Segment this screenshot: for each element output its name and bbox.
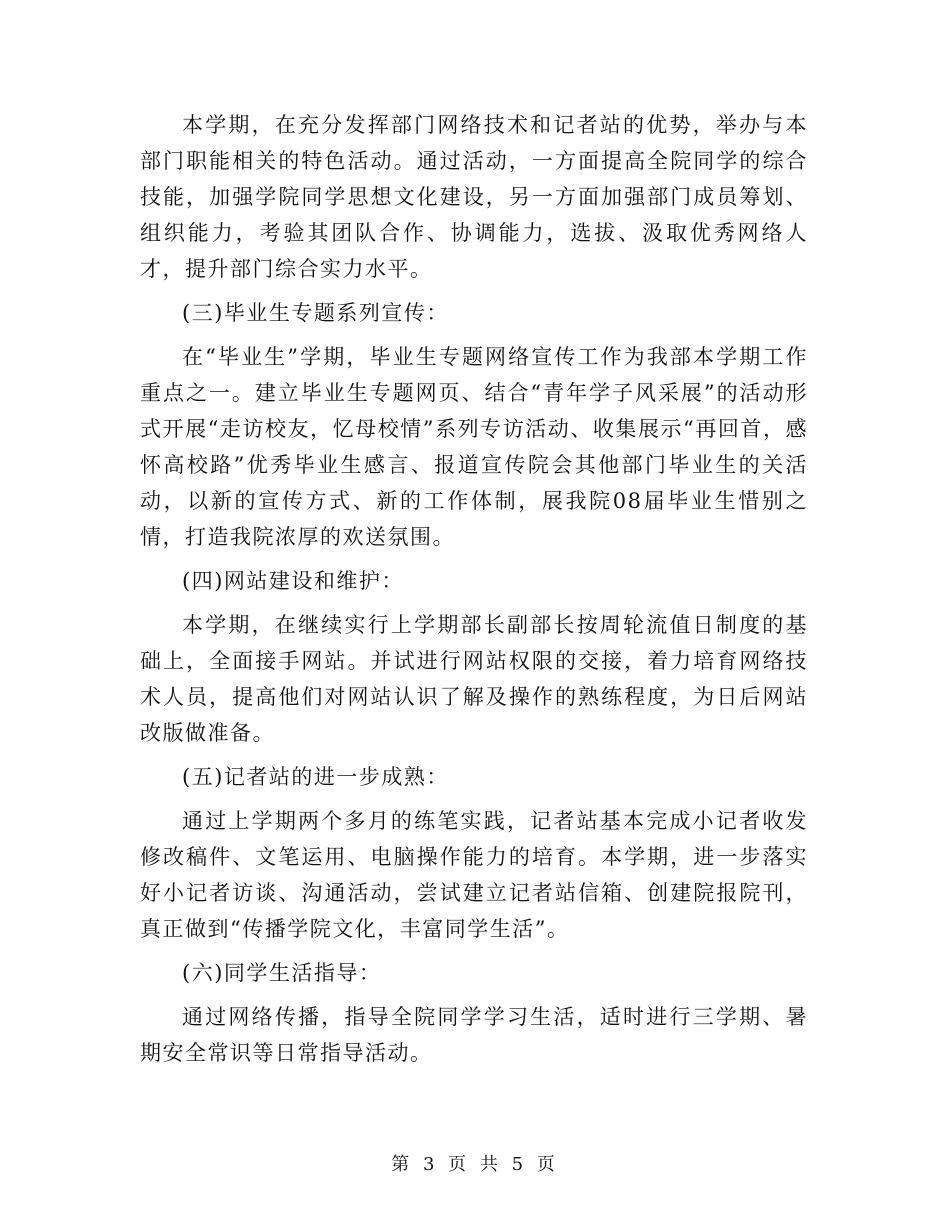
page-number-footer: 第 3 页 共 5 页 [391,1154,559,1175]
paragraph-reporter-station: 通过上学期两个多月的练笔实践，记者站基本完成小记者收发修改稿件、文笔运用、电脑操作能力的培育。本学期，进一步落实好小记者访谈、沟通活动，尝试建立记者站信箱、创建院报院刊，真正做到“传播学院文化，丰富同学生活”。 [140,809,808,941]
document-body [140,107,808,1079]
section-heading-student-life: (六)同学生活指导： [182,961,382,985]
paragraph-website: 本学期，在继续实行上学期部长副部长按周轮流值日制度的基础上，全面接手网站。并试进行网站权限的交接，着力培育网络技术人员，提高他们对网站认识了解及操作的熟练程度，为日后网站改版做准备。 [140,613,808,745]
section-heading-website: (四)网站建设和维护： [182,569,404,593]
paragraph-activities: 本学期，在充分发挥部门网络技术和记者站的优势，举办与本部门职能相关的特色活动。通过活动，一方面提高全院同学的综合技能，加强学院同学思想文化建设，另一方面加强部门成员筹划、组织能力，考验其团队合作、协调能力，选拔、汲取优秀网络人才，提升部门综合实力水平。 [140,113,808,281]
section-heading-graduates: (三)毕业生专题系列宣传： [182,301,449,325]
paragraph-graduates: 在“毕业生”学期，毕业生专题网络宣传工作为我部本学期工作重点之一。建立毕业生专题网页、结合“青年学子风采展”的活动形式开展“走访校友，忆母校情”系列专访活动、收集展示“再回首，感怀高校路”优秀毕业生感言、报道宣传院会其他部门毕业生的关活动，以新的宣传方式、新的工作体制，展我院08届毕业生惜别之情，打造我院浓厚的欢送氛围。 [140,345,808,549]
section-heading-reporter-station: (五)记者站的进一步成熟： [182,765,449,789]
paragraph-student-life: 通过网络传播，指导全院同学学习生活，适时进行三学期、暑期安全常识等日常指导活动。 [140,1005,808,1065]
